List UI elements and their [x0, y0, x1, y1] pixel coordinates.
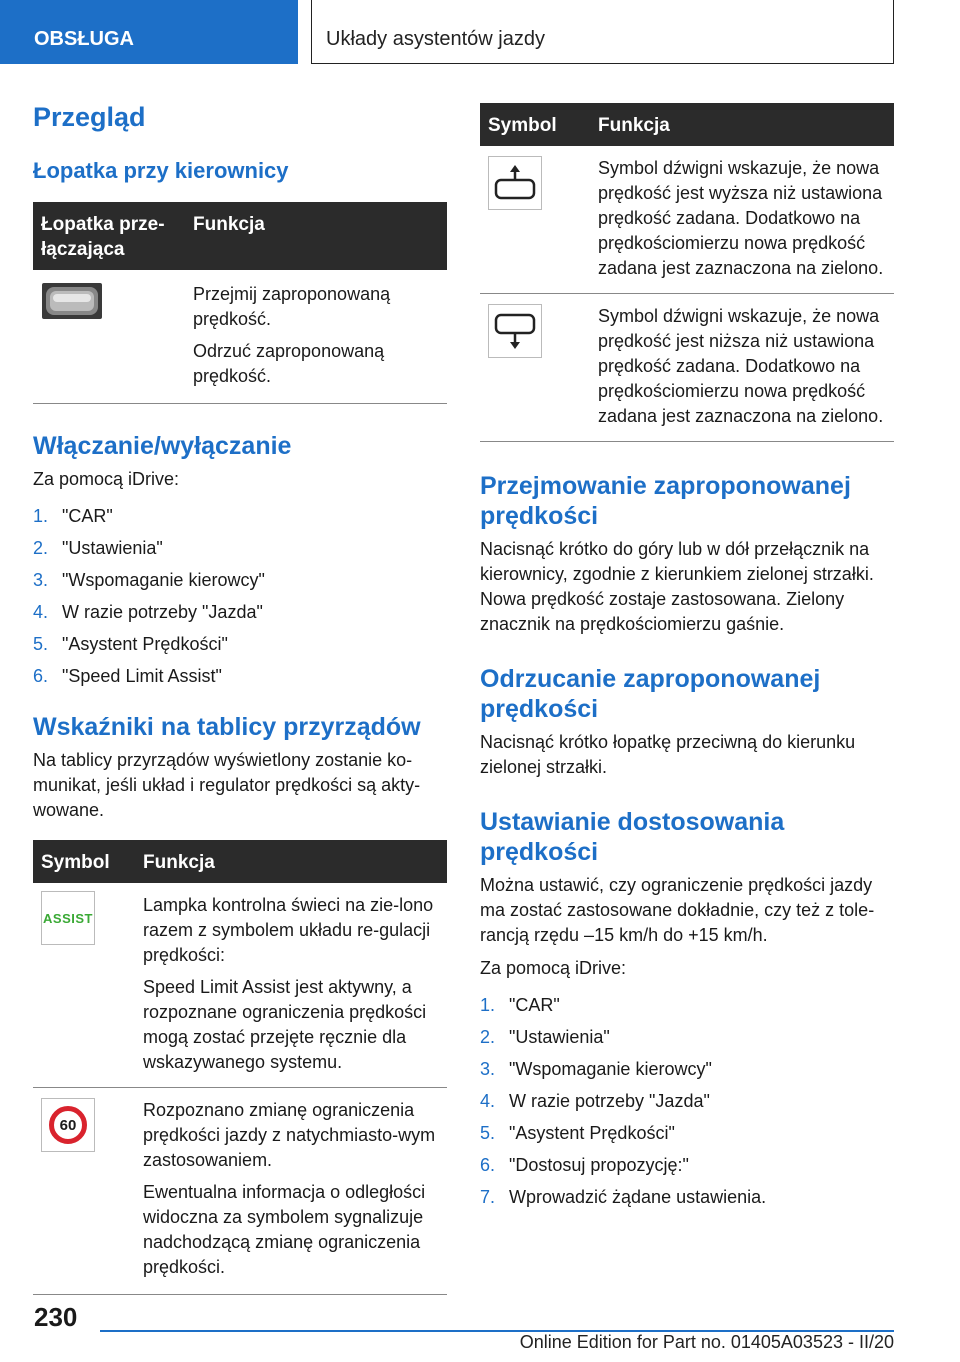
left-column [33, 102, 447, 1295]
chapter-tab: Układy asystentów jazdy [311, 0, 894, 64]
assist-text-2: Speed Limit Assist jest aktywny, a rozpoznane ograniczenia prędkości mogą zostać przejęte ręcznie dla wskazywanego systemu. [143, 977, 427, 1072]
table-header: Funkcja [185, 202, 447, 270]
table-header: Symbol [33, 840, 135, 883]
list-item: 4. W razie potrzeby "Jazda" [480, 1091, 710, 1111]
page-title: Przegląd [33, 102, 146, 132]
lever-up-text: Symbol dźwigni wskazuje, że nowa prędkość jest wyższa niż ustawiona prędkość zadana. Dodatkowo na prędkościomierzu nowa prędkość zadana jest zaznaczona na zielono. [598, 158, 884, 278]
list-item: 2. "Ustawienia" [480, 1027, 610, 1047]
table-row [480, 294, 894, 442]
list-item: 1. "CAR" [33, 506, 113, 526]
section-title-onoff: Włączanie/wyłączanie [33, 432, 292, 460]
page-number: 230 [34, 1302, 78, 1332]
onoff-steps [33, 500, 447, 692]
lever-down-icon [488, 304, 542, 358]
lever-down-text: Symbol dźwigni wskazuje, że nowa prędkość jest niższa niż ustawiona prędkość zadana. Dodatkowo na prędkościomierzu nowa prędkość zadana jest zaznaczona na zielono. [598, 306, 884, 426]
adjust-intro: Za pomocą iDrive: [480, 958, 627, 978]
table-header: Funkcja [135, 840, 447, 883]
footer-edition: Online Edition for Part no. 01405A03523 - II/20 [519, 1332, 894, 1352]
assist-text-1: Lampka kontrolna świeci na zie-lono razem z symbolem układu re-gulacji prędkości: [143, 895, 434, 965]
list-item: 5. "Asystent Prędkości" [480, 1123, 675, 1143]
list-item: 1. "CAR" [480, 995, 560, 1015]
section-tab: OBSŁUGA [0, 0, 298, 64]
indicators-intro: Na tablicy przyrządów wyświetlony zostanie ko-munikat, jeśli układ i regulator prędkości są akty-wowane. [33, 750, 421, 820]
list-item: 3. "Wspomaganie kierowcy" [33, 570, 265, 590]
section-title-adjust: Ustawianie dostosowania prędkości [480, 808, 785, 866]
assist-icon: ASSIST [41, 891, 95, 945]
table-row [480, 146, 894, 294]
adjust-text: Można ustawić, czy ograniczenie prędkości jazdy ma zostać zastosowane dokładnie, czy też z tole-rancją rzędu –15 km/h do +15 km/h. [480, 875, 875, 945]
table-header: Symbol [480, 103, 590, 146]
paddle-table [33, 202, 447, 404]
adjust-steps [480, 989, 894, 1213]
list-item: 4. W razie potrzeby "Jazda" [33, 602, 263, 622]
table-header: Funkcja [590, 103, 894, 146]
paddle-reject-text: Odrzuć zaproponowaną prędkość. [193, 341, 385, 386]
table-row [33, 270, 447, 404]
list-item: 6. "Dostosuj propozycję:" [480, 1155, 689, 1175]
table-header: Łopatka prze- łączająca [33, 202, 185, 270]
table-row [33, 1088, 447, 1295]
lever-symbols-table [480, 103, 894, 442]
table-row [33, 883, 447, 1088]
limit-text-1: Rozpoznano zmianę ograniczenia prędkości jazdy z natychmiasto-wym zastosowaniem. [143, 1100, 436, 1170]
right-column [480, 103, 894, 1213]
section-title-indicators: Wskaźniki na tablicy przyrządów [33, 713, 421, 741]
list-item: 3. "Wspomaganie kierowcy" [480, 1059, 712, 1079]
list-item: 5. "Asystent Prędkości" [33, 634, 228, 654]
speed-limit-60-icon: 60 [41, 1098, 95, 1152]
indicators-table [33, 840, 447, 1295]
onoff-intro: Za pomocą iDrive: [33, 469, 180, 489]
paddle-accept-text: Przejmij zaproponowaną prędkość. [193, 284, 391, 329]
accept-text: Nacisnąć krótko do góry lub w dół przełącznik na kierownicy, zgodnie z kierunkiem zielonej strzałki. Nowa prędkość zostaje zastosowana. Zielony znacznik na prędkościomierzu gaśnie. [480, 539, 874, 634]
limit-text-2: Ewentualna informacja o odległości widoczna za symbolem sygnalizuje nadchodzącą zmianę ograniczenia prędkości. [143, 1182, 426, 1277]
list-item: 6. "Speed Limit Assist" [33, 666, 222, 686]
lever-up-icon [488, 156, 542, 210]
list-item: 2. "Ustawienia" [33, 538, 163, 558]
paddle-switch-icon [41, 282, 103, 320]
subtitle: Łopatka przy kierownicy [33, 158, 289, 183]
reject-text: Nacisnąć krótko łopatkę przeciwną do kierunku zielonej strzałki. [480, 732, 856, 777]
section-title-reject: Odrzucanie zaproponowanej prędkości [480, 665, 821, 723]
list-item: 7. Wprowadzić żądane ustawienia. [480, 1187, 767, 1207]
section-title-accept: Przejmowanie zaproponowanej prędkości [480, 472, 851, 530]
